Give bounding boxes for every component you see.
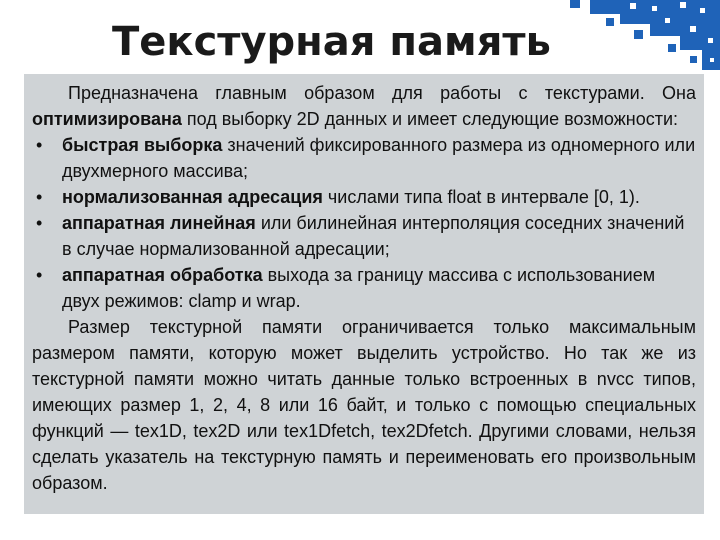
list-item	[32, 210, 696, 262]
bullet-icon: •	[36, 213, 43, 233]
intro-text-end: под выборку 2D данных и имеет следующие возможности:	[181, 109, 679, 129]
content-panel	[24, 74, 704, 514]
bullet-icon: •	[36, 187, 43, 207]
list-item-text: или билинейная интерполяция соседних значений в случае нормализованной адресации;	[62, 213, 685, 259]
intro-bold-term: оптимизирована	[32, 109, 182, 129]
bullet-icon: •	[36, 265, 43, 285]
slide-title: Текстурная память	[112, 19, 551, 65]
list-item-term: быстрая выборка	[62, 135, 223, 155]
list-item	[32, 262, 696, 314]
intro-text-start: Предназначена главным образом для работы с текстурами. Она	[68, 83, 696, 103]
list-item	[32, 184, 696, 210]
list-item-term: аппаратная обработка	[62, 265, 263, 285]
bullet-icon: •	[36, 135, 43, 155]
list-item-term: аппаратная линейная	[62, 213, 256, 233]
list-item	[32, 132, 696, 184]
feature-list	[32, 132, 696, 314]
list-item-term: нормализованная адресация	[62, 187, 323, 207]
intro-paragraph	[32, 80, 696, 132]
list-item-text: числами типа float в интервале [0, 1).	[322, 187, 640, 207]
list-item-text: выхода за границу массива с использованием двух режимов: clamp и wrap.	[62, 265, 656, 311]
list-item-text: значений фиксированного размера из одномерного или двухмерного массива;	[62, 135, 696, 181]
outro-paragraph: Размер текстурной памяти ограничивается только максимальным размером памяти, которую может выделить устройство. Но так же из текстурной памяти можно читать данные только встроенных в nvcc типов, имеющих размер 1, 2, 4, 8 или 16 байт, и только с помощью специальных функций — tex1D, tex2D или tex1Dfetch, tex2Dfetch. Другими словами, нельзя сделать указатель на текстурную память и переименовать его произвольным образом.	[32, 317, 696, 493]
